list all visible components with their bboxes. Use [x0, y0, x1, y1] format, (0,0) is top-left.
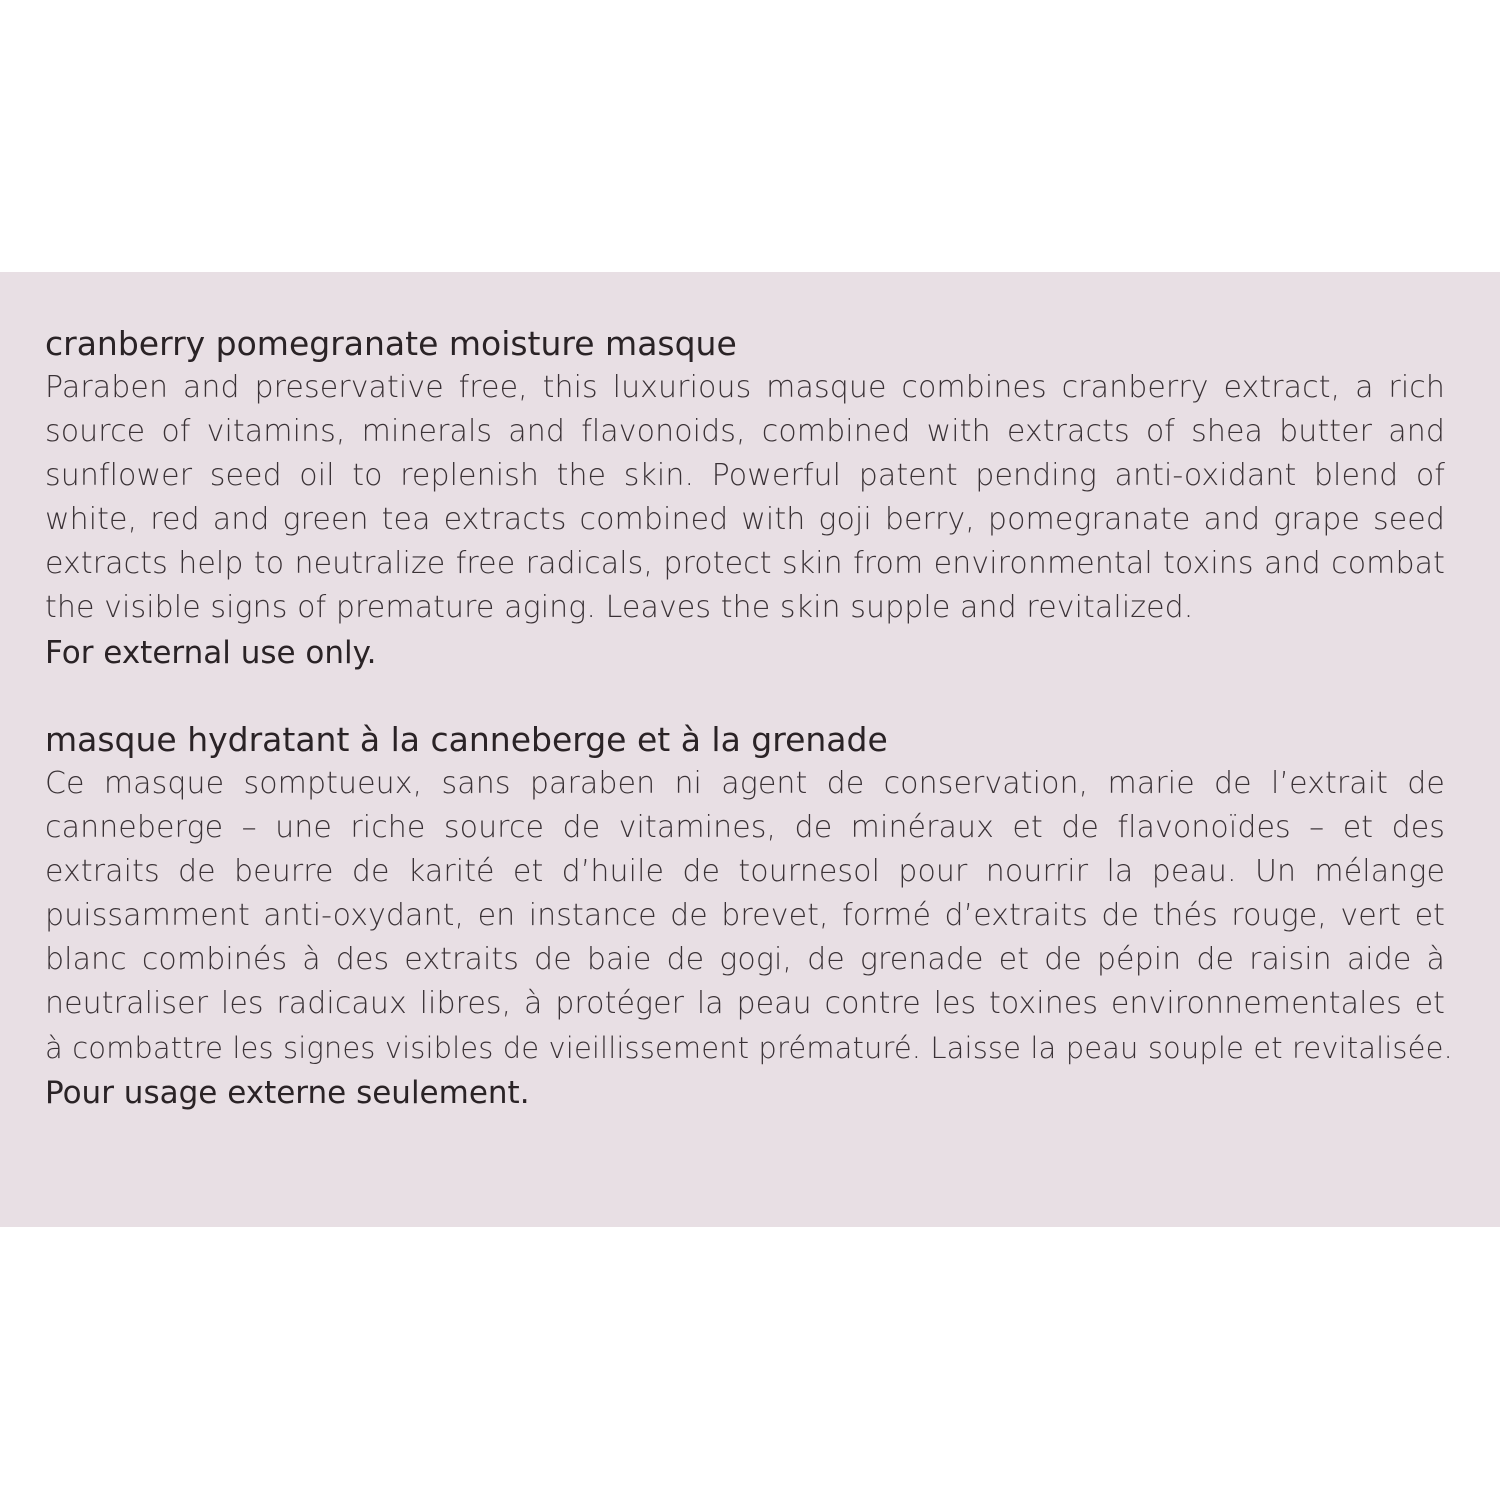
english-line-2: source of vitamins, minerals and flavonoids, combined with extracts of shea butter and [45, 414, 1445, 449]
french-line-7: à combattre les signes visibles de vieillissement prématuré. Laisse la peau souple et revitalisée. [45, 1031, 1453, 1065]
french-line-2: canneberge – une riche source de vitamines, de minéraux et de flavonoïdes – et des [45, 810, 1445, 845]
english-line-3: sunflower seed oil to replenish the skin. Powerful patent pending anti-oxidant blend of [45, 458, 1445, 493]
french-line-3: extraits de beurre de karité et d’huile de tournesol pour nourrir la peau. Un mélange [45, 854, 1445, 889]
english-description [45, 366, 1445, 630]
english-title: cranberry pomegranate moisture masque [45, 324, 737, 363]
french-description [45, 762, 1453, 1070]
product-label-panel [0, 272, 1500, 1227]
english-line-6: the visible signs of premature aging. Leaves the skin supple and revitalized. [45, 590, 1194, 625]
french-usage-note: Pour usage externe seulement. [45, 1075, 530, 1111]
english-section [45, 322, 1445, 676]
french-line-5: blanc combinés à des extraits de baie de gogi, de grenade et de pépin de raisin aide à [45, 942, 1445, 977]
french-line-4: puissamment anti-oxydant, en instance de brevet, formé d’extraits de thés rouge, vert et [45, 898, 1445, 933]
english-line-1: Paraben and preservative free, this luxurious masque combines cranberry extract, a rich [45, 370, 1445, 405]
english-line-4: white, red and green tea extracts combined with goji berry, pomegranate and grape seed [45, 502, 1445, 537]
french-line-1: Ce masque somptueux, sans paraben ni agent de conservation, marie de l’extrait de [45, 766, 1445, 801]
english-usage-note: For external use only. [45, 635, 377, 671]
english-line-5: extracts help to neutralize free radicals, protect skin from environmental toxins and combat [45, 546, 1445, 581]
french-section [45, 718, 1453, 1116]
french-title: masque hydratant à la canneberge et à la grenade [45, 720, 888, 759]
french-line-6: neutraliser les radicaux libres, à protéger la peau contre les toxines environnementales et [45, 986, 1445, 1021]
